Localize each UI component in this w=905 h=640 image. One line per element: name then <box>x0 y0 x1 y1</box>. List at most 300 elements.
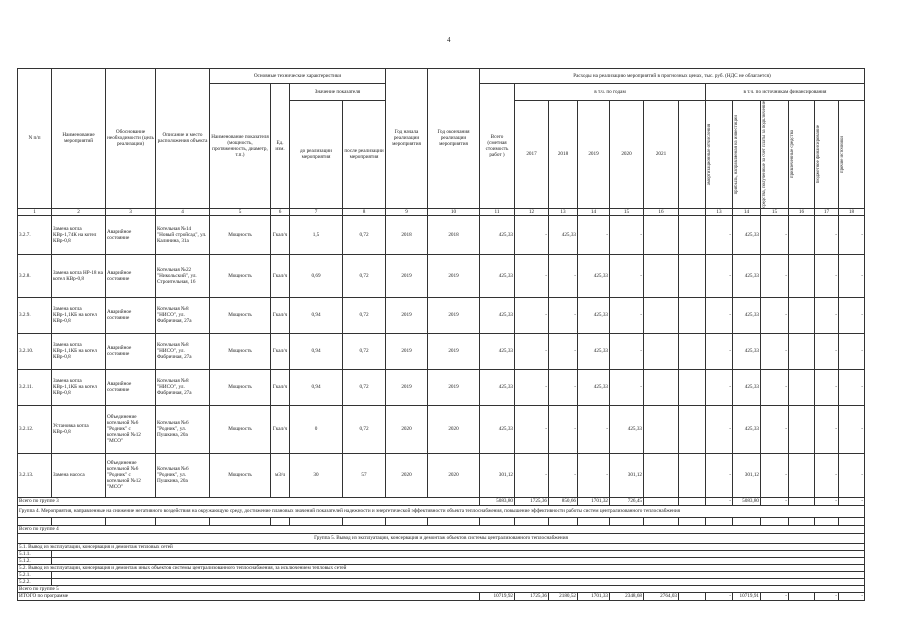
value-before: 30 <box>290 453 343 497</box>
empty-cell <box>18 517 52 525</box>
column-number: 7 <box>290 208 343 215</box>
column-number: 11 <box>480 208 515 215</box>
cost-2021 <box>644 405 679 453</box>
sub52-row <box>18 578 865 585</box>
cost-blank <box>679 405 706 453</box>
measure-row <box>18 297 865 333</box>
source-budget: - <box>815 369 839 405</box>
cost-2019: 425,33 <box>578 333 610 369</box>
end-year: 2019 <box>428 369 480 405</box>
source-borrowed <box>789 453 815 497</box>
measure-row <box>18 254 865 297</box>
column-number: 17 <box>815 208 839 215</box>
group4-total-row <box>18 525 865 533</box>
header-reason: Обоснование необходимости (цель реализации) <box>106 69 156 209</box>
source-connection-fee: - <box>761 333 789 369</box>
header-end-year: Год окончания реализации мероприятия <box>428 69 480 209</box>
end-year: 2019 <box>428 254 480 297</box>
cost-2019: - <box>578 405 610 453</box>
reason: Аварийное состояние <box>106 297 156 333</box>
location: Котельная №6 "Родник", ул. Пушкина, 20а <box>156 405 210 453</box>
cost-2018: 425,33 <box>549 215 578 254</box>
source-depreciation: - <box>706 254 733 297</box>
column-number: 3 <box>106 208 156 215</box>
column-number: 5 <box>210 208 271 215</box>
cost-2021 <box>644 254 679 297</box>
column-number: 6 <box>271 208 290 215</box>
source-depreciation: - <box>706 453 733 497</box>
header-total: Всего (сметная стоимость работ ) <box>480 84 515 209</box>
data-rows <box>18 215 865 497</box>
sub51-row <box>18 557 865 564</box>
group5-total-row <box>18 585 865 592</box>
cost-2021 <box>644 453 679 497</box>
indicator: Мощность <box>210 369 271 405</box>
header-unit: Ед. изм. <box>271 84 290 209</box>
measure-row <box>18 369 865 405</box>
program-total-src3: - <box>761 592 789 600</box>
measure-name: Замена насоса <box>52 453 106 497</box>
header-start-year: Год начала реализации мероприятия <box>386 69 428 209</box>
cost-2021 <box>644 333 679 369</box>
group5-title-row <box>18 533 865 543</box>
sub52-row-number: 5.2.2. <box>18 578 52 585</box>
sub51-row <box>18 550 865 557</box>
cost-blank <box>679 369 706 405</box>
cost-2020: - <box>610 333 644 369</box>
end-year: 2020 <box>428 453 480 497</box>
cost-blank <box>679 297 706 333</box>
cost-2021 <box>644 369 679 405</box>
location: Котельная №8 "НИСО", ул. Фабричная, 27а <box>156 297 210 333</box>
empty-cell <box>839 517 865 525</box>
source-borrowed <box>789 297 815 333</box>
source-other: - <box>839 405 865 453</box>
sub52-row-number: 5.2.1. <box>18 571 52 578</box>
header-year-2021: 2021 <box>644 101 679 209</box>
empty-cell <box>480 517 515 525</box>
measure-row <box>18 215 865 254</box>
measure-name: Установка котла КВр-0,8 <box>52 405 106 453</box>
cost-2019: - <box>578 215 610 254</box>
value-after: 57 <box>343 453 386 497</box>
start-year: 2018 <box>386 215 428 254</box>
column-number: 16 <box>789 208 815 215</box>
empty-cell <box>386 517 428 525</box>
value-before: 0,94 <box>290 333 343 369</box>
total-cost: 425,33 <box>480 254 515 297</box>
value-before: 0,94 <box>290 297 343 333</box>
header-source-depreciation: амортизационные отчисления <box>706 101 733 209</box>
group3-total-src3: - <box>761 497 789 505</box>
empty-cell <box>428 517 480 525</box>
cost-2017: - <box>515 254 549 297</box>
cost-2017: - <box>515 297 549 333</box>
unit: Гкал/ч <box>271 215 290 254</box>
column-number: 13 <box>706 208 733 215</box>
source-budget: - <box>815 333 839 369</box>
program-total-2017: 1725,36 <box>515 592 549 600</box>
group3-total-row <box>18 497 865 505</box>
reason: Аварийное состояние <box>106 215 156 254</box>
empty-cell <box>52 550 865 557</box>
source-budget: - <box>815 453 839 497</box>
header-location: Описание и место расположения объекта <box>156 69 210 209</box>
cost-2019: 425,33 <box>578 254 610 297</box>
cost-2018: - <box>549 333 578 369</box>
source-borrowed <box>789 405 815 453</box>
source-depreciation: - <box>706 297 733 333</box>
program-total-2020: 2348,68 <box>610 592 644 600</box>
measure-name: Замена котла КВр-1,1КБ на котел КВр-0,8 <box>52 333 106 369</box>
indicator: Мощность <box>210 453 271 497</box>
sub51-title-row <box>18 543 865 550</box>
source-borrowed <box>789 254 815 297</box>
value-after: 0,72 <box>343 405 386 453</box>
header-indicator-values: Значение показателя <box>290 84 386 101</box>
empty-cell <box>210 517 271 525</box>
indicator: Мощность <box>210 333 271 369</box>
sub51-title: 5.1. Вывод из эксплуатации, консервация и демонтаж тепловых сетей <box>18 543 865 550</box>
sub52-title-row <box>18 564 865 571</box>
value-after: 0,72 <box>343 369 386 405</box>
reason: Аварийное состояние <box>106 333 156 369</box>
column-number: 14 <box>733 208 761 215</box>
cost-2020: 425,33 <box>610 405 644 453</box>
header-source-connection-fee: средства, полученные за счет платы за подключение <box>761 101 789 209</box>
empty-cell <box>761 517 789 525</box>
sub51-row-number: 5.1.2. <box>18 557 52 564</box>
measure-row <box>18 333 865 369</box>
total-cost: 425,33 <box>480 405 515 453</box>
reason: Аварийное состояние <box>106 369 156 405</box>
cost-2019: 425,33 <box>578 297 610 333</box>
group3-total-src4 <box>789 497 815 505</box>
location: Котельная №6 "Родник", ул. Пушкина, 20а <box>156 453 210 497</box>
row-number: 3.2.12. <box>18 405 52 453</box>
end-year: 2019 <box>428 333 480 369</box>
header-finance-group: Расходы на реализацию мероприятий в прогнозных ценах, тыс. руб. (НДС не облагается) <box>480 69 865 84</box>
source-other: - <box>839 297 865 333</box>
column-number: 18 <box>839 208 865 215</box>
cost-2018: - <box>549 254 578 297</box>
total-cost: 425,33 <box>480 297 515 333</box>
column-number: 14 <box>578 208 610 215</box>
group3-total-2021 <box>644 497 679 505</box>
column-number: 10 <box>428 208 480 215</box>
cost-2018: - <box>549 297 578 333</box>
end-year: 2019 <box>428 297 480 333</box>
column-number: 12 <box>515 208 549 215</box>
start-year: 2020 <box>386 453 428 497</box>
value-before: 0,94 <box>290 369 343 405</box>
group3-total-src1: - <box>706 497 733 505</box>
cost-2019: 425,33 <box>578 369 610 405</box>
empty-cell <box>789 517 815 525</box>
measure-name: Замена котла КВр-1,1КБ на котел КВр-0,8 <box>52 369 106 405</box>
source-other: - <box>839 453 865 497</box>
value-before: 0,69 <box>290 254 343 297</box>
column-number: 15 <box>610 208 644 215</box>
group3-total-sum: 5083,80 <box>480 497 515 505</box>
source-profit: 425,33 <box>733 333 761 369</box>
group3-total-label: Всего по группе 3 <box>18 497 480 505</box>
group4-empty-row <box>18 517 865 525</box>
row-number: 3.2.8. <box>18 254 52 297</box>
column-number: 15 <box>761 208 789 215</box>
measure-name: Замена котла НР-18 на котел КВр-0,8 <box>52 254 106 297</box>
program-total-2018: 2180,52 <box>549 592 578 600</box>
column-number <box>679 208 706 215</box>
empty-cell <box>610 517 644 525</box>
empty-cell <box>815 517 839 525</box>
program-total-src1: - <box>706 592 733 600</box>
column-number: 13 <box>549 208 578 215</box>
empty-cell <box>271 517 290 525</box>
value-before: 1,5 <box>290 215 343 254</box>
header-name: Наименование мероприятий <box>52 69 106 209</box>
source-other: - <box>839 254 865 297</box>
column-number: 9 <box>386 208 428 215</box>
reason: Объединение котельной №6 "Родник" с котельной №12 "МСО" <box>106 453 156 497</box>
cost-blank <box>679 215 706 254</box>
start-year: 2019 <box>386 333 428 369</box>
location: Котельная №14 "Новый стройсад", ул. Калинина, 31а <box>156 215 210 254</box>
group5-title: Группа 5. Вывод из эксплуатации, консервация и демонтаж объектов системы централизованного теплоснабжения <box>18 533 865 543</box>
indicator: Мощность <box>210 297 271 333</box>
source-connection-fee: - <box>761 254 789 297</box>
header-by-sources: в т.ч. по источникам финансирования <box>706 84 865 101</box>
empty-cell <box>679 517 706 525</box>
header-indicator: Наименование показателя (мощность, протяженность, диаметр, т.п.) <box>210 84 271 209</box>
header-before: до реализации мероприятия <box>290 101 343 209</box>
measure-name: Замена котла КВр-1,1КБ на котел КВр-0,8 <box>52 297 106 333</box>
column-number-row <box>18 208 865 215</box>
header-source-profit: прибыль, направляемая на инвестиции <box>733 101 761 209</box>
program-total-src2: 10719,91 <box>733 592 761 600</box>
group3-total-blank <box>679 497 706 505</box>
group4-total-label: Всего по группе 4 <box>18 525 865 533</box>
unit: Гкал/ч <box>271 254 290 297</box>
source-connection-fee: - <box>761 453 789 497</box>
source-depreciation: - <box>706 215 733 254</box>
header-by-years: в т.ч. по годам <box>515 84 706 101</box>
column-number: 16 <box>644 208 679 215</box>
location: Котельная №8 "НИСО", ул. Фабричная, 27а <box>156 369 210 405</box>
start-year: 2020 <box>386 405 428 453</box>
unit: м3/ч <box>271 453 290 497</box>
empty-cell <box>52 578 865 585</box>
empty-cell <box>52 557 865 564</box>
empty-cell <box>156 517 210 525</box>
unit: Гкал/ч <box>271 333 290 369</box>
start-year: 2019 <box>386 254 428 297</box>
source-borrowed <box>789 215 815 254</box>
indicator: Мощность <box>210 405 271 453</box>
program-total-row <box>18 592 865 600</box>
source-borrowed <box>789 333 815 369</box>
source-other: - <box>839 333 865 369</box>
program-total-src4 <box>789 592 815 600</box>
indicator: Мощность <box>210 254 271 297</box>
empty-cell <box>343 517 386 525</box>
start-year: 2019 <box>386 297 428 333</box>
source-profit: 425,33 <box>733 215 761 254</box>
empty-cell <box>733 517 761 525</box>
row-number: 3.2.9. <box>18 297 52 333</box>
value-after: 0,72 <box>343 254 386 297</box>
source-depreciation: - <box>706 405 733 453</box>
group5-total-label: Всего по группе 5 <box>18 585 865 592</box>
reason: Аварийное состояние <box>106 254 156 297</box>
cost-blank <box>679 453 706 497</box>
unit: Гкал/ч <box>271 405 290 453</box>
investment-program-table-sheet <box>17 68 865 601</box>
source-connection-fee: - <box>761 215 789 254</box>
cost-2017: - <box>515 405 549 453</box>
cost-2019: - <box>578 453 610 497</box>
cost-2021 <box>644 297 679 333</box>
group3-total-2017: 1725,36 <box>515 497 549 505</box>
end-year: 2020 <box>428 405 480 453</box>
row-number: 3.2.11. <box>18 369 52 405</box>
source-budget: - <box>815 297 839 333</box>
unit: Гкал/ч <box>271 297 290 333</box>
cost-blank <box>679 333 706 369</box>
cost-2018: - <box>549 405 578 453</box>
header-source-other: прочие источники <box>839 101 865 209</box>
cost-blank <box>679 254 706 297</box>
measure-row <box>18 405 865 453</box>
group3-total-2019: 1701,32 <box>578 497 610 505</box>
value-after: 0,72 <box>343 297 386 333</box>
source-budget: - <box>815 215 839 254</box>
cost-2021 <box>644 215 679 254</box>
header-year-2019: 2019 <box>578 101 610 209</box>
header-year-2018: 2018 <box>549 101 578 209</box>
source-connection-fee: - <box>761 369 789 405</box>
measure-row <box>18 453 865 497</box>
location: Котельная №22 "Никольский", ул. Строительная, 16 <box>156 254 210 297</box>
group3-total-src5: - <box>815 497 839 505</box>
empty-cell <box>515 517 549 525</box>
source-budget: - <box>815 254 839 297</box>
cost-2020: - <box>610 297 644 333</box>
group4-title-row <box>18 505 865 517</box>
empty-cell <box>644 517 679 525</box>
empty-cell <box>290 517 343 525</box>
total-cost: 425,33 <box>480 333 515 369</box>
program-total-2021: 2764,03 <box>644 592 679 600</box>
source-depreciation: - <box>706 369 733 405</box>
measure-name: Замена котла КВр-1,74К на котел КВр-0,8 <box>52 215 106 254</box>
page-number: 4 <box>447 36 451 44</box>
header-year-blank <box>679 101 706 209</box>
start-year: 2019 <box>386 369 428 405</box>
row-number: 3.2.10. <box>18 333 52 369</box>
end-year: 2018 <box>428 215 480 254</box>
group3-total-2020: 726,45 <box>610 497 644 505</box>
column-number: 4 <box>156 208 210 215</box>
cost-2017: - <box>515 369 549 405</box>
empty-cell <box>578 517 610 525</box>
header-num: N п/п <box>18 69 52 209</box>
source-borrowed <box>789 369 815 405</box>
program-total-label: ИТОГО по программе <box>18 592 480 600</box>
source-profit: 425,33 <box>733 297 761 333</box>
source-profit: 425,33 <box>733 405 761 453</box>
source-connection-fee: - <box>761 297 789 333</box>
cost-2020: 301,12 <box>610 453 644 497</box>
cost-2018: - <box>549 369 578 405</box>
header-tech-group: Основные технические характеристики <box>210 69 386 84</box>
empty-cell <box>706 517 733 525</box>
value-after: 0,72 <box>343 215 386 254</box>
row-number: 3.2.7. <box>18 215 52 254</box>
row-number: 3.2.13. <box>18 453 52 497</box>
cost-2020: - <box>610 215 644 254</box>
source-profit: 425,33 <box>733 369 761 405</box>
source-profit: 301,12 <box>733 453 761 497</box>
total-cost: 425,33 <box>480 369 515 405</box>
empty-cell <box>52 517 106 525</box>
investment-program-table <box>17 68 865 601</box>
location: Котельная №8 "НИСО", ул. Фабричная, 27а <box>156 333 210 369</box>
program-total-blank <box>679 592 706 600</box>
group3-total-src6: - <box>839 497 865 505</box>
program-total-src5: - <box>815 592 839 600</box>
header-year-2020: 2020 <box>610 101 644 209</box>
sub52-title: 5.2. Вывод из эксплуатации, консервация и демонтаж иных объектов системы централизованного теплоснабжения, за исключением тепловых сетей <box>18 564 865 571</box>
program-total-2019: 1701,33 <box>578 592 610 600</box>
source-budget: - <box>815 405 839 453</box>
empty-cell <box>549 517 578 525</box>
source-connection-fee: - <box>761 405 789 453</box>
cost-2017: - <box>515 215 549 254</box>
cost-2020: - <box>610 369 644 405</box>
group4-title: Группа 4. Мероприятия, направленные на снижение негативного воздействия на окружающую среду, достижение плановых значений показателей надежности и энергетической эффективности объекта теплоснабжения, повышение эффективности работы систем централизованного теплоснабжения <box>18 505 865 517</box>
group3-total-src2: 5083,80 <box>733 497 761 505</box>
unit: Гкал/ч <box>271 369 290 405</box>
cost-2018: - <box>549 453 578 497</box>
header-source-budget: бюджетное финансирование <box>815 101 839 209</box>
sub52-row <box>18 571 865 578</box>
cost-2020: - <box>610 254 644 297</box>
group3-total-2018: 850,66 <box>549 497 578 505</box>
cost-2017: - <box>515 453 549 497</box>
indicator: Мощность <box>210 215 271 254</box>
sub51-row-number: 5.1.1. <box>18 550 52 557</box>
total-cost: 425,33 <box>480 215 515 254</box>
header-year-2017: 2017 <box>515 101 549 209</box>
empty-cell <box>52 571 865 578</box>
source-depreciation: - <box>706 333 733 369</box>
value-after: 0,72 <box>343 333 386 369</box>
column-number: 1 <box>18 208 52 215</box>
program-total-sum: 10719,92 <box>480 592 515 600</box>
program-total-src6: - <box>839 592 865 600</box>
header-source-borrowed: привлеченные средства <box>789 101 815 209</box>
header-after: после реализации мероприятия <box>343 101 386 209</box>
column-number: 8 <box>343 208 386 215</box>
column-number: 2 <box>52 208 106 215</box>
reason: Объединение котельной №6 "Родник" с котельной №12 "МСО" <box>106 405 156 453</box>
value-before: 0 <box>290 405 343 453</box>
source-other: - <box>839 369 865 405</box>
empty-cell <box>106 517 156 525</box>
source-other: - <box>839 215 865 254</box>
cost-2017: - <box>515 333 549 369</box>
